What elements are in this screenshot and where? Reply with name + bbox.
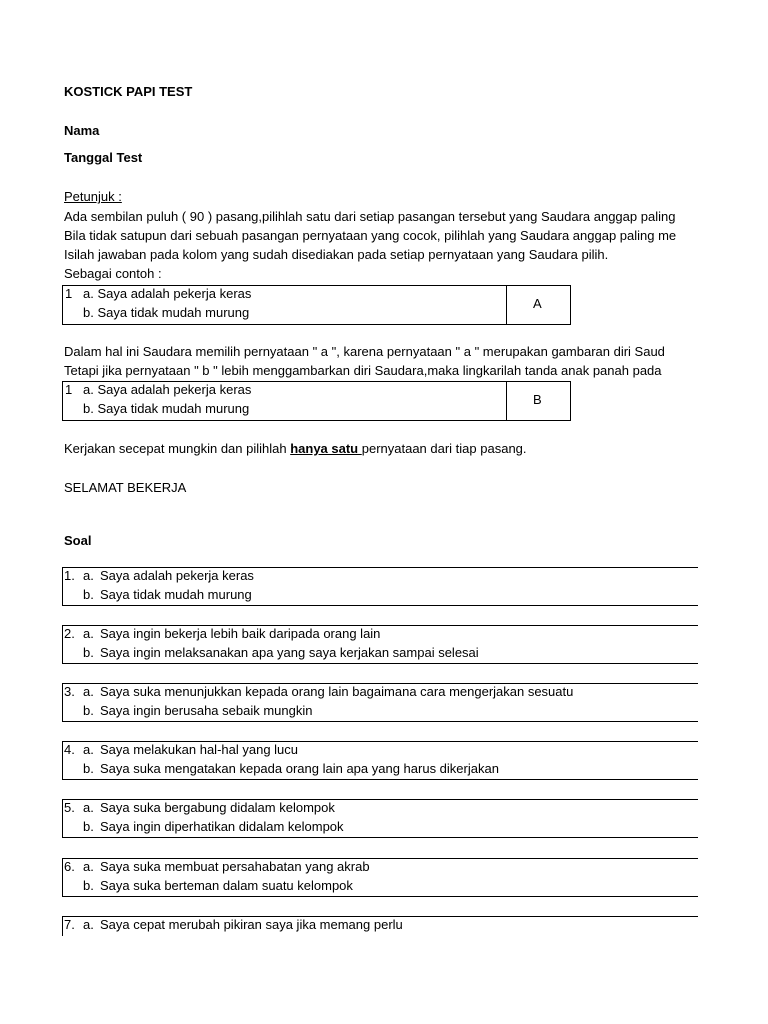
example-option-b: b. Saya tidak mudah murung [83, 305, 250, 320]
closing-text: SELAMAT BEKERJA [64, 480, 187, 495]
question-option-b: Saya ingin diperhatikan didalam kelompok [100, 819, 344, 834]
question-number: 7. [64, 917, 75, 932]
question-option-a: Saya ingin bekerja lebih baik daripada orang lain [100, 626, 381, 641]
question-option-a: Saya suka membuat persahabatan yang akrab [100, 859, 370, 874]
question-option-a-label: a. [83, 859, 94, 874]
question-option-b-label: b. [83, 703, 94, 718]
document-title: KOSTICK PAPI TEST [64, 84, 193, 99]
question-option-b-label: b. [83, 587, 94, 602]
question-number: 2. [64, 626, 75, 641]
question-left-border [62, 683, 63, 722]
question-left-border [62, 567, 63, 606]
question-number: 3. [64, 684, 75, 699]
question-number: 5. [64, 800, 75, 815]
soal-heading: Soal [64, 533, 92, 548]
question-option-a-label: a. [83, 742, 94, 757]
example-option-b: b. Saya tidak mudah murung [83, 401, 250, 416]
question-left-border [62, 625, 63, 664]
instruction-line: Ada sembilan puluh ( 90 ) pasang,pilihlah satu dari setiap pasangan tersebut yang Saudara anggap paling [64, 209, 676, 224]
question-option-b-label: b. [83, 819, 94, 834]
question-bottom-border [62, 837, 698, 838]
question-option-b: Saya ingin melaksanakan apa yang saya kerjakan sampai selesai [100, 645, 479, 660]
question-option-a: Saya suka menunjukkan kepada orang lain bagaimana cara mengerjakan sesuatu [100, 684, 574, 699]
question-number: 1. [64, 568, 75, 583]
question-left-border [62, 799, 63, 838]
question-bottom-border [62, 605, 698, 606]
date-label: Tanggal Test [64, 150, 143, 165]
question-left-border [62, 916, 63, 936]
question-option-a-label: a. [83, 626, 94, 641]
question-option-a-label: a. [83, 684, 94, 699]
example-option-a: a. Saya adalah pekerja keras [83, 286, 252, 301]
example-box-divider [506, 285, 507, 325]
question-option-b: Saya tidak mudah murung [100, 587, 252, 602]
question-option-b-label: b. [83, 761, 94, 776]
work-instruction-text: pernyataan dari tiap pasang. [361, 441, 527, 456]
work-instruction-text: Kerjakan secepat mungkin dan pilihlah [64, 441, 291, 456]
example-number: 1 [65, 382, 73, 397]
question-option-a: Saya melakukan hal-hal yang lucu [100, 742, 299, 757]
question-bottom-border [62, 663, 698, 664]
example-answer: B [533, 392, 542, 407]
question-option-a-label: a. [83, 568, 94, 583]
question-option-b: Saya suka berteman dalam suatu kelompok [100, 878, 353, 893]
question-option-b: Saya suka mengatakan kepada orang lain apa yang harus dikerjakan [100, 761, 499, 776]
example-answer: A [533, 296, 542, 311]
question-number: 4. [64, 742, 75, 757]
question-option-a: Saya cepat merubah pikiran saya jika memang perlu [100, 917, 403, 932]
question-bottom-border [62, 779, 698, 780]
question-option-a: Saya adalah pekerja keras [100, 568, 254, 583]
question-bottom-border [62, 721, 698, 722]
question-left-border [62, 741, 63, 780]
question-option-b-label: b. [83, 878, 94, 893]
question-bottom-border [62, 896, 698, 897]
example-box-divider [506, 381, 507, 421]
explanation-line: Tetapi jika pernyataan " b " lebih menggambarkan diri Saudara,maka lingkarilah tanda anak panah pada [64, 363, 662, 378]
example-option-a: a. Saya adalah pekerja keras [83, 382, 252, 397]
question-left-border [62, 858, 63, 897]
explanation-line: Dalam hal ini Saudara memilih pernyataan " a ", karena pernyataan " a " merupakan gambaran diri Saud [64, 344, 665, 359]
question-number: 6. [64, 859, 75, 874]
example-number: 1 [65, 286, 73, 301]
work-instruction-emphasis: hanya satu [290, 441, 362, 456]
instructions-heading: Petunjuk : [64, 189, 122, 204]
question-option-a-label: a. [83, 917, 94, 932]
question-option-a: Saya suka bergabung didalam kelompok [100, 800, 335, 815]
instruction-line: Bila tidak satupun dari sebuah pasangan pernyataan yang cocok, pilihlah yang Saudara anggap paling me [64, 228, 677, 243]
question-option-b-label: b. [83, 645, 94, 660]
question-option-a-label: a. [83, 800, 94, 815]
instruction-line: Isilah jawaban pada kolom yang sudah disediakan pada setiap pernyataan yang Saudara pilih. [64, 247, 609, 262]
work-instruction [64, 441, 527, 457]
name-label: Nama [64, 123, 100, 138]
question-option-b: Saya ingin berusaha sebaik mungkin [100, 703, 313, 718]
example-intro: Sebagai contoh : [64, 266, 162, 281]
